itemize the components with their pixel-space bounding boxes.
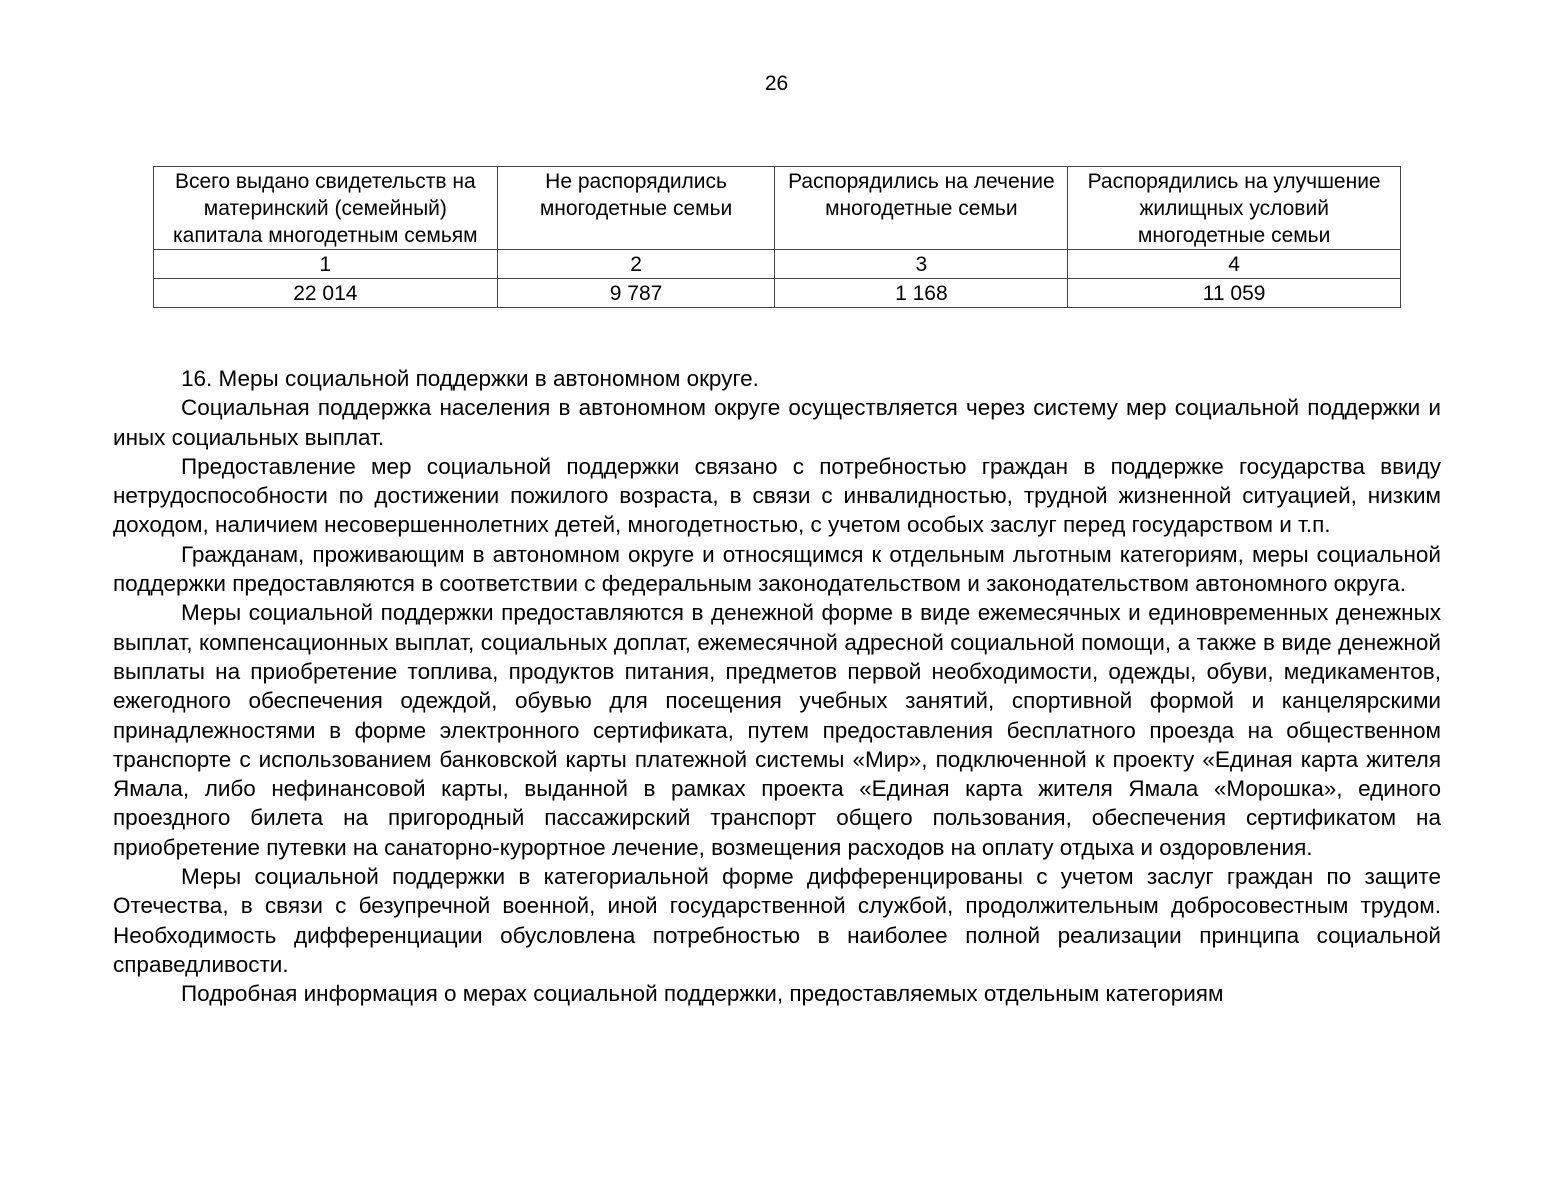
column-number: 4 xyxy=(1068,250,1401,279)
body-text xyxy=(113,364,1441,1009)
table-row xyxy=(154,279,1401,308)
table-cell-housing: 11 059 xyxy=(1068,279,1401,308)
paragraph: Социальная поддержка населения в автономном округе осуществляется через систему мер социальной поддержки и иных социальных выплат. xyxy=(113,395,1441,450)
section-heading: 16. Меры социальной поддержки в автономном округе. xyxy=(181,366,759,391)
header-treatment: Распорядились на лечение многодетные семьи xyxy=(775,167,1068,250)
table-cell-total-issued: 22 014 xyxy=(154,279,498,308)
paragraph: Гражданам, проживающим в автономном округе и относящимся к отдельным льготным категориям, меры социальной поддержки предоставляются в соответствии с федеральным законодательством и законодательством автономного округа. xyxy=(113,541,1441,597)
table-header-row xyxy=(154,167,1401,250)
page-number: 26 xyxy=(764,72,789,95)
paragraph: Подробная информация о мерах социальной поддержки, предоставляемых отдельным категориям xyxy=(181,981,1224,1007)
paragraph: Меры социальной поддержки предоставляются в денежной форме в виде ежемесячных и единовременных денежных выплат, компенсационных выплат, социальных доплат, ежемесячной адресной социальной помощи, а также в виде денежной выплаты на приобретение топлива, продуктов питания, предметов первой необходимости, одежды, обуви, медикаментов, ежегодного обеспечения одеждой, обувью для посещения учебных занятий, спортивной формой и канцелярскими принадлежностями в форме электронного сертификата, путем предоставления бесплатного проезда на общественном транспорте с использованием банковской карты платежной системы «Мир», подключенной к проекту «Единая карта жителя Ямала, либо нефинансовой карты, выданной в рамках проекта «Единая карта жителя Ямала «Морошка», единого проездного билета на пригородный пассажирский транспорт общего пользования, обеспечения сертификатом на приобретение путевки на санаторно-курортное лечение, возмещения расходов на оплату отдыха и оздоровления. xyxy=(113,600,1441,860)
header-housing: Распорядились на улучшение жилищных условий многодетные семьи xyxy=(1068,167,1401,250)
header-total-issued: Всего выдано свидетельств на материнский (семейный) капитала многодетным семьям xyxy=(154,167,498,250)
table-column-number-row xyxy=(154,250,1401,279)
column-number: 3 xyxy=(775,250,1068,279)
table-cell-not-disposed: 9 787 xyxy=(497,279,775,308)
column-number: 1 xyxy=(154,250,498,279)
paragraph: Меры социальной поддержки в категориальной форме дифференцированы с учетом заслуг граждан по защите Отечества, в связи с безупречной военной, иной государственной службой, продолжительным добросовестным трудом. Необходимость дифференциации обусловлена потребностью в наиболее полной реализации принципа социальной справедливости. xyxy=(113,864,1441,977)
maternity-capital-table xyxy=(153,166,1401,308)
table-cell-treatment: 1 168 xyxy=(775,279,1068,308)
column-number: 2 xyxy=(497,250,775,279)
header-not-disposed: Не распорядились многодетные семьи xyxy=(497,167,775,250)
paragraph: Предоставление мер социальной поддержки связано с потребностью граждан в поддержке государства ввиду нетрудоспособности по достижении пожилого возраста, в связи с инвалидностью, трудной жизненной ситуацией, низким доходом, наличием несовершеннолетних детей, многодетностью, с учетом особых заслуг перед государством и т.п. xyxy=(113,453,1441,538)
